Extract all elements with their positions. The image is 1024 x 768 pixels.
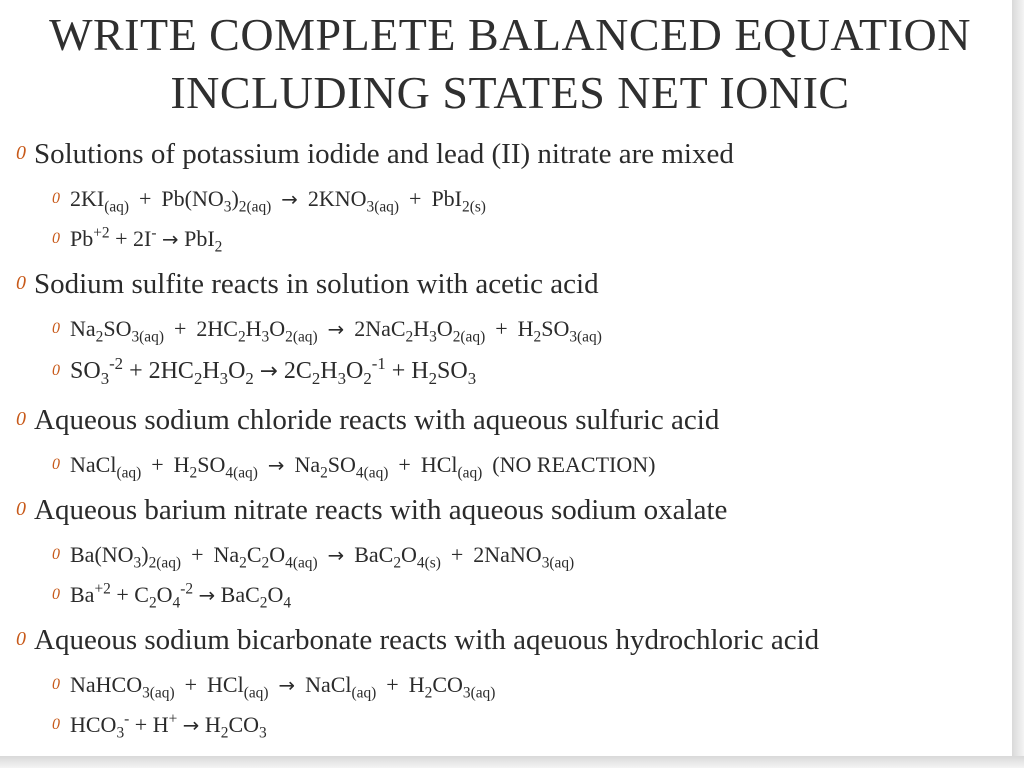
subscript: 3: [429, 328, 437, 346]
formula-text: Sodium sulfite reacts in solution with acetic acid: [34, 268, 599, 300]
formula-text: SO: [103, 316, 132, 341]
arrow-icon: →: [162, 228, 179, 251]
formula-text: Aqueous sodium chloride reacts with aqueous sulfuric acid: [34, 404, 720, 436]
formula-text: O: [269, 542, 286, 567]
formula-text: ): [231, 186, 239, 211]
equation-complete-3: [52, 452, 656, 482]
subscript: 2: [311, 368, 321, 388]
subscript: 4(aq): [355, 464, 389, 482]
formula-text: + 2I: [115, 226, 152, 251]
formula-text: ): [141, 542, 149, 567]
formula-text: O: [436, 316, 453, 341]
subscript: 3: [259, 724, 267, 742]
superscript: -: [124, 710, 130, 728]
subscript: 3(aq): [541, 554, 575, 572]
subscript: 4: [172, 594, 181, 612]
arrow-icon: →: [278, 674, 296, 697]
heading-1: [16, 138, 734, 171]
arrow-icon: →: [267, 454, 285, 477]
formula-text: Ba(NO: [70, 542, 134, 567]
formula-text: SO: [541, 316, 570, 341]
formula-text: Aqueous barium nitrate reacts with aqueous sodium oxalate: [34, 494, 728, 526]
formula-text: H: [413, 316, 430, 341]
arrow-icon: →: [281, 188, 298, 211]
subscript: 2(aq): [238, 198, 272, 216]
subscript: 4: [283, 594, 292, 612]
formula-text: NaHCO: [70, 672, 143, 697]
bullet-icon: 0: [16, 272, 26, 294]
subscript: 2: [214, 238, 223, 256]
formula-text: +: [386, 672, 399, 697]
formula-text: NaCl: [70, 452, 117, 477]
subscript: 2: [428, 368, 438, 388]
heading-5: [16, 624, 819, 657]
subscript: 2: [405, 328, 414, 346]
formula-text: HCl: [207, 672, 244, 697]
subscript: 3(aq): [131, 328, 164, 346]
formula-text: + 2HC: [129, 358, 194, 384]
bullet-icon: 0: [52, 586, 60, 603]
superscript: -2: [109, 353, 124, 373]
arrow-icon: →: [198, 584, 216, 607]
formula-text: +: [184, 672, 198, 697]
formula-text: + H: [391, 358, 429, 384]
formula-text: SO: [327, 452, 356, 477]
subscript: 3(aq): [462, 684, 496, 702]
subscript: 2: [259, 594, 268, 612]
arrow-icon: →: [182, 714, 200, 737]
formula-text: PbI: [184, 226, 215, 251]
equation-net-5: [52, 710, 267, 742]
equation-complete-1: [52, 186, 486, 216]
equation-net-4: [52, 580, 292, 612]
subscript: 3: [261, 328, 270, 346]
superscript: +: [168, 710, 178, 728]
subscript: (aq): [104, 198, 129, 216]
heading-4: [16, 494, 727, 527]
bullet-icon: 0: [16, 628, 26, 650]
arrow-icon: →: [259, 359, 278, 384]
bullet-icon: 0: [16, 498, 26, 520]
formula-text: +: [495, 316, 508, 341]
bullet-icon: 0: [52, 716, 60, 733]
formula-text: SO: [70, 358, 101, 384]
formula-text: 2C: [283, 358, 312, 384]
formula-text: H: [408, 672, 425, 697]
formula-text: O: [267, 582, 284, 607]
formula-text: BaC: [220, 582, 260, 607]
subscript: 2: [239, 554, 247, 572]
bullet-icon: 0: [52, 362, 60, 379]
subscript: 2: [533, 328, 542, 346]
formula-text: 2HC: [196, 316, 238, 341]
subscript: 2: [193, 368, 203, 388]
superscript: +2: [94, 580, 111, 598]
formula-text: H: [173, 452, 190, 477]
superscript: -2: [180, 580, 194, 598]
superscript: -: [151, 224, 157, 242]
subscript: 2: [189, 464, 198, 482]
subscript: 2: [245, 368, 254, 388]
subscript: 2: [363, 368, 372, 388]
formula-text: NaCl: [305, 672, 352, 697]
subscript: 3(aq): [142, 684, 175, 702]
subscript: 3: [223, 198, 232, 216]
bullet-icon: 0: [16, 408, 26, 430]
superscript: -1: [371, 353, 386, 373]
formula-text: O: [228, 358, 246, 384]
subscript: 3: [337, 368, 347, 388]
subscript: 3: [467, 368, 477, 388]
subscript: 2(s): [462, 198, 486, 216]
formula-text: H: [202, 358, 220, 384]
arrow-icon: →: [327, 544, 345, 567]
subscript: 4(aq): [225, 464, 258, 482]
formula-text: Aqueous sodium bicarbonate reacts with aqeuous hydrochloric acid: [34, 624, 820, 656]
subscript: 2: [424, 684, 433, 702]
subscript: (aq): [457, 464, 483, 482]
subscript: 2: [320, 464, 328, 482]
formula-text: CO: [432, 672, 463, 697]
formula-text: Na: [70, 316, 96, 341]
subscript: 3: [219, 368, 229, 388]
title-line-2: INCLUDING STATES NET IONIC: [170, 67, 850, 118]
bullet-icon: 0: [52, 456, 60, 473]
formula-text: + H: [134, 712, 169, 737]
title-line-1: WRITE COMPLETE BALANCED EQUATION: [49, 9, 971, 60]
subscript: 2: [237, 328, 246, 346]
formula-text: Pb: [70, 226, 94, 251]
subscript: 2(aq): [148, 554, 182, 572]
equation-complete-4: [52, 542, 575, 572]
formula-text: H: [517, 316, 534, 341]
bullet-icon: 0: [52, 676, 60, 693]
formula-text: PbI: [431, 186, 462, 211]
formula-text: HCl: [420, 452, 458, 477]
arrow-icon: →: [327, 318, 345, 341]
formula-text: O: [269, 316, 286, 341]
bullet-icon: 0: [16, 142, 26, 164]
formula-text: 2KNO: [307, 186, 367, 211]
formula-text: C: [246, 542, 262, 567]
formula-text: 2NaNO: [473, 542, 542, 567]
subscript: (aq): [243, 684, 269, 702]
formula-text: Solutions of potassium iodide and lead (II) nitrate are mixed: [34, 138, 734, 170]
formula-text: +: [173, 316, 187, 341]
bullet-icon: 0: [52, 320, 60, 337]
subscript: 4(s): [416, 554, 441, 572]
formula-text: 2NaC: [354, 316, 406, 341]
formula-text: HCO: [70, 712, 117, 737]
subscript: (aq): [116, 464, 142, 482]
formula-text: + C: [116, 582, 149, 607]
formula-text: O: [156, 582, 173, 607]
slide-title: [20, 6, 1000, 122]
subscript: 2(aq): [285, 328, 318, 346]
equation-net-1: [52, 224, 223, 256]
formula-text: H: [320, 358, 338, 384]
equation-net-2: [52, 353, 477, 388]
subscript: 2(aq): [452, 328, 486, 346]
formula-text: +: [191, 542, 204, 567]
formula-text: O: [401, 542, 417, 567]
formula-text: Ba: [70, 582, 95, 607]
formula-text: +: [139, 186, 152, 211]
formula-text: Na: [294, 452, 321, 477]
subscript: 2: [148, 594, 157, 612]
formula-text: Pb(NO: [161, 186, 224, 211]
formula-text: +: [450, 542, 464, 567]
formula-text: SO: [437, 358, 468, 384]
page-edge-bottom: [0, 756, 1024, 768]
equation-complete-2: [52, 316, 602, 346]
page-edge-right: [1012, 0, 1024, 768]
formula-text: +: [409, 186, 422, 211]
bullet-icon: 0: [52, 230, 60, 247]
heading-3: [16, 404, 719, 437]
superscript: +2: [93, 224, 110, 242]
subscript: 3(aq): [569, 328, 602, 346]
formula-text: +: [398, 452, 411, 477]
formula-text: O: [346, 358, 364, 384]
subscript: (aq): [351, 684, 377, 702]
formula-text: H: [245, 316, 262, 341]
heading-2: [16, 268, 599, 301]
subscript: 2: [95, 328, 104, 346]
formula-text: Na: [213, 542, 240, 567]
subscript: 3(aq): [366, 198, 400, 216]
formula-text: SO: [197, 452, 226, 477]
formula-text: +: [151, 452, 164, 477]
subscript: 2: [220, 724, 229, 742]
equation-complete-5: [52, 672, 496, 702]
formula-text: H: [204, 712, 221, 737]
subscript: 3: [133, 554, 142, 572]
bullet-icon: 0: [52, 190, 60, 207]
subscript: 3: [100, 368, 110, 388]
subscript: 2: [393, 554, 402, 572]
subscript: 3: [116, 724, 125, 742]
formula-text: 2KI: [70, 186, 105, 211]
formula-text: BaC: [354, 542, 394, 567]
subscript: 2: [261, 554, 270, 572]
bullet-icon: 0: [52, 546, 60, 563]
formula-text: CO: [228, 712, 260, 737]
subscript: 4(aq): [285, 554, 318, 572]
no-reaction-note: (NO REACTION): [492, 452, 656, 477]
